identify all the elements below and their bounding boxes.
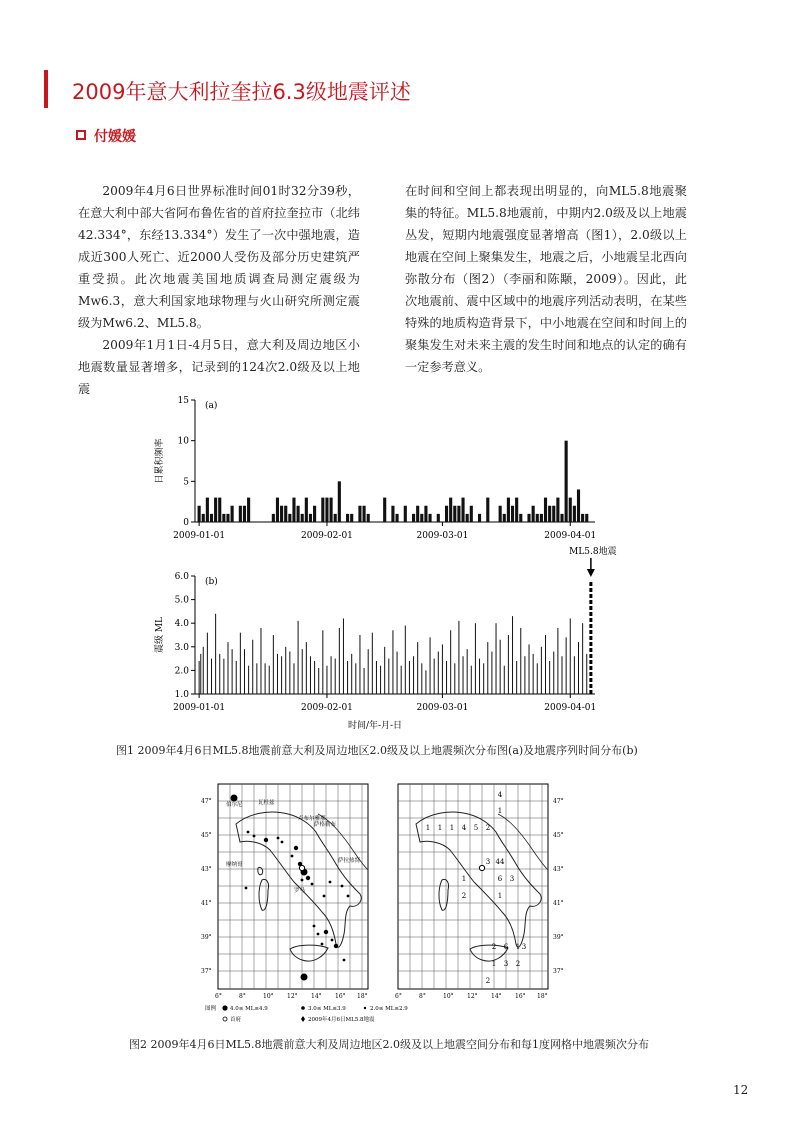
svg-text:41°: 41°: [201, 900, 212, 907]
bar: [325, 498, 328, 522]
x-tick-label: 2009-02-01: [301, 703, 353, 713]
svg-text:6: 6: [503, 943, 509, 951]
bar: [449, 498, 452, 522]
mainshock-label: ML5.8地震: [569, 547, 617, 557]
bar: [404, 506, 407, 522]
bar: [461, 498, 464, 522]
bar: [515, 498, 518, 522]
figure-1-caption: 图1 2009年4月6日ML5.8地震前意大利及周边地区2.0级及以上地震频次分布图(a)及地震序列时间分布(b): [116, 744, 638, 757]
svg-text:1: 1: [449, 824, 455, 832]
svg-text:4: 4: [497, 791, 503, 799]
bar: [222, 514, 225, 522]
bar: [470, 506, 473, 522]
bar: [457, 506, 460, 522]
figure-2-maps: [195, 778, 595, 1028]
bar: [569, 498, 572, 522]
bar: [552, 506, 555, 522]
legend-item: 4.0≤ ML≤4.9: [230, 1006, 268, 1012]
svg-text:3: 3: [521, 943, 527, 951]
svg-text:18°: 18°: [537, 993, 548, 1000]
place-label: 罗马: [294, 888, 306, 894]
bar: [305, 498, 308, 522]
svg-text:6°: 6°: [395, 993, 402, 1000]
right-lon-labels: [395, 993, 548, 1000]
bar: [503, 514, 506, 522]
bar: [527, 514, 530, 522]
y-tick-label: 0: [183, 518, 189, 528]
y-tick-label: 5.0: [174, 595, 189, 606]
x-axis-label: 时间/年-月-日: [347, 721, 403, 731]
svg-text:2: 2: [491, 943, 497, 951]
y-axis-label: 日累积频率: [155, 438, 165, 484]
page-number: 12: [733, 1083, 749, 1097]
svg-text:1: 1: [425, 824, 431, 832]
bar: [486, 498, 489, 522]
bar: [206, 498, 209, 522]
paragraph: 在时间和空间上都表现出明显的，向ML5.8地震聚集的特征。ML5.8地震前，中期内2.0级及以上地震丛发，短期内地震强度显著增高（图1），2.0级以上地震在空间上聚集发生，地震之后，小地震呈北西向弥散分布（图2）（李丽和陈颙，2009）。因此，此次地震前、震中区域中的地震序列活动表明，在某些特殊的地质构造背景下，中小地震在空间和时间上的聚集发生对未来主震的发生时间和地点的认定的确有一定参考意义。: [405, 184, 687, 374]
bar: [218, 498, 221, 522]
x-tick-label: 2009-04-01: [544, 703, 597, 713]
bar: [243, 506, 246, 522]
svg-text:39°: 39°: [553, 934, 564, 941]
bar: [428, 514, 431, 522]
bar: [334, 514, 337, 522]
bar: [556, 498, 559, 522]
legend-item: 2.0≤ ML≤2.9: [370, 1006, 408, 1012]
bar: [581, 514, 584, 522]
place-label: 瓦杜兹: [258, 800, 275, 806]
place-label: 卢布尔雅那: [298, 816, 326, 822]
x-tick-label: 2009-03-01: [416, 531, 469, 541]
svg-text:4: 4: [461, 824, 467, 832]
svg-text:1: 1: [497, 807, 503, 815]
author-square-icon: [76, 130, 86, 140]
bar: [214, 498, 217, 522]
bar: [573, 506, 576, 522]
bar: [507, 498, 510, 522]
bar: [577, 489, 580, 522]
bar: [309, 514, 312, 522]
grid-count-labels: [426, 791, 526, 985]
svg-text:1: 1: [491, 960, 497, 968]
bar: [383, 498, 386, 522]
bar: [321, 498, 324, 522]
figure-1-chart: [150, 392, 617, 732]
y-tick-label: 1.0: [174, 690, 189, 700]
bar: [560, 514, 563, 522]
bar: [280, 506, 283, 522]
x-tick-label: 2009-02-01: [301, 531, 353, 541]
legend-item: 3.0≤ ML≤3.9: [308, 1006, 346, 1012]
place-label: 摩纳哥: [226, 862, 243, 868]
bar: [247, 498, 250, 522]
bar: [346, 514, 349, 522]
bar: [548, 506, 551, 522]
svg-text:37°: 37°: [553, 968, 564, 975]
svg-text:1: 1: [497, 892, 503, 900]
svg-text:3: 3: [503, 960, 509, 968]
bar: [412, 514, 415, 522]
bar: [466, 514, 469, 522]
title-accent-bar: [44, 70, 48, 108]
svg-text:2: 2: [485, 977, 491, 985]
legend-item: 首府: [230, 1017, 242, 1023]
svg-text:18°: 18°: [357, 993, 368, 1000]
right-lat-labels: [553, 798, 564, 975]
panel-label: (a): [205, 401, 218, 411]
place-label: 萨拉热窝: [338, 858, 361, 864]
paragraph: 2009年4月6日世界标准时间01时32分39秒，在意大利中部大省阿布鲁佐省的首府拉奎拉市（北纬42.334°，东经13.334°）发生了一次中强地震，造成近300人死亡、近2000人受伤及部分历史建筑严重受损。此次地震美国地质调查局测定震级为Mw6.3，意大利国家地球物理与火山研究所测定震级为Mw6.2、ML5.8。: [78, 184, 360, 330]
bar: [445, 506, 448, 522]
figure-2-caption: 图2 2009年4月6日ML5.8地震前意大利及周边地区2.0级及以上地震空间分布和每1度网格中地震频次分布: [129, 1038, 650, 1051]
bar: [536, 514, 539, 522]
svg-text:43°: 43°: [553, 866, 564, 873]
svg-text:2: 2: [485, 824, 491, 832]
paragraph: 2009年1月1日-4月5日，意大利及周边地区小地震数量显著增多，记录到的124次2.0级及以上地震: [78, 338, 360, 396]
text-column-right: [405, 180, 687, 378]
place-label: 伯尔尼: [226, 802, 243, 808]
y-axis-label: 震级 ML: [155, 616, 165, 654]
y-tick-label: 10: [177, 436, 189, 447]
legend-label: 图例: [205, 1006, 217, 1012]
svg-text:44: 44: [495, 858, 505, 866]
svg-text:5: 5: [473, 824, 479, 832]
y-tick-label: 2.0: [174, 666, 189, 677]
svg-text:3: 3: [485, 858, 491, 866]
y-tick-label: 6.0: [174, 572, 189, 582]
x-tick-label: 2009-03-01: [416, 703, 469, 713]
left-lon-labels: [215, 993, 368, 1000]
y-tick-label: 4.0: [174, 619, 189, 630]
bar: [301, 514, 304, 522]
bar: [565, 441, 568, 522]
bar: [231, 506, 234, 522]
svg-text:12°: 12°: [287, 993, 298, 1000]
bar: [288, 514, 291, 522]
panel-b: [154, 545, 617, 731]
svg-text:6: 6: [497, 875, 503, 883]
bar: [338, 481, 341, 522]
bar: [540, 514, 543, 522]
svg-text:2: 2: [461, 892, 467, 900]
svg-text:14°: 14°: [491, 993, 502, 1000]
svg-text:12°: 12°: [467, 993, 478, 1000]
bar: [272, 514, 275, 522]
bar: [396, 514, 399, 522]
svg-text:1: 1: [515, 943, 521, 951]
bar: [363, 506, 366, 522]
bar: [297, 506, 300, 522]
svg-text:14°: 14°: [311, 993, 322, 1000]
bar: [210, 514, 213, 522]
author-name: 付媛媛: [94, 129, 136, 145]
svg-text:8°: 8°: [239, 993, 246, 1000]
svg-text:1: 1: [461, 875, 467, 883]
svg-text:45°: 45°: [201, 832, 212, 839]
bar: [313, 506, 316, 522]
bar: [239, 506, 242, 522]
bar: [391, 506, 394, 522]
svg-text:43°: 43°: [201, 866, 212, 873]
svg-text:8°: 8°: [419, 993, 426, 1000]
svg-text:10°: 10°: [443, 993, 454, 1000]
map-right: [398, 784, 548, 989]
x-tick-label: 2009-01-01: [173, 703, 226, 713]
bar: [367, 514, 370, 522]
bar: [453, 506, 456, 522]
bar: [284, 506, 287, 522]
bar: [420, 514, 423, 522]
x-tick-label: 2009-01-01: [173, 531, 226, 541]
y-tick-label: 5: [183, 477, 189, 488]
bar: [202, 514, 205, 522]
svg-text:1: 1: [437, 824, 443, 832]
bar: [276, 498, 279, 522]
bar: [350, 514, 353, 522]
panel-a: [153, 396, 596, 541]
map-left: [218, 784, 368, 989]
article-title: 2009年意大利拉奎拉6.3级地震评述: [72, 80, 411, 104]
svg-text:16°: 16°: [515, 993, 526, 1000]
svg-text:47°: 47°: [201, 798, 212, 805]
bar: [358, 506, 361, 522]
svg-text:41°: 41°: [553, 900, 564, 907]
bar: [532, 506, 535, 522]
svg-text:37°: 37°: [201, 968, 212, 975]
bar: [511, 506, 514, 522]
figure-2-legend: [205, 1004, 408, 1023]
bar: [330, 498, 333, 522]
bar: [519, 514, 522, 522]
bar: [292, 498, 295, 522]
svg-text:45°: 45°: [553, 832, 564, 839]
svg-text:6°: 6°: [215, 993, 222, 1000]
svg-text:3: 3: [509, 875, 515, 883]
bar: [424, 506, 427, 522]
svg-text:10°: 10°: [263, 993, 274, 1000]
bar: [585, 514, 588, 522]
mainshock-arrow-icon: [587, 569, 595, 577]
bar: [544, 498, 547, 522]
svg-text:16°: 16°: [335, 993, 346, 1000]
bar: [478, 514, 481, 522]
svg-text:39°: 39°: [201, 934, 212, 941]
legend-item: 2009年4月6日ML5.8地震: [308, 1017, 375, 1023]
bar: [416, 506, 419, 522]
bar: [198, 506, 201, 522]
left-lat-labels: [201, 798, 212, 975]
bar: [226, 514, 229, 522]
svg-text:47°: 47°: [553, 798, 564, 805]
y-tick-label: 3.0: [174, 642, 189, 653]
x-tick-label: 2009-04-01: [544, 531, 597, 541]
bar: [437, 514, 440, 522]
text-column-left: [78, 180, 360, 400]
bar: [499, 506, 502, 522]
svg-text:2: 2: [515, 960, 521, 968]
panel-label: (b): [205, 577, 218, 587]
y-tick-label: 15: [177, 396, 189, 406]
place-label: 萨格勒布: [314, 822, 337, 828]
